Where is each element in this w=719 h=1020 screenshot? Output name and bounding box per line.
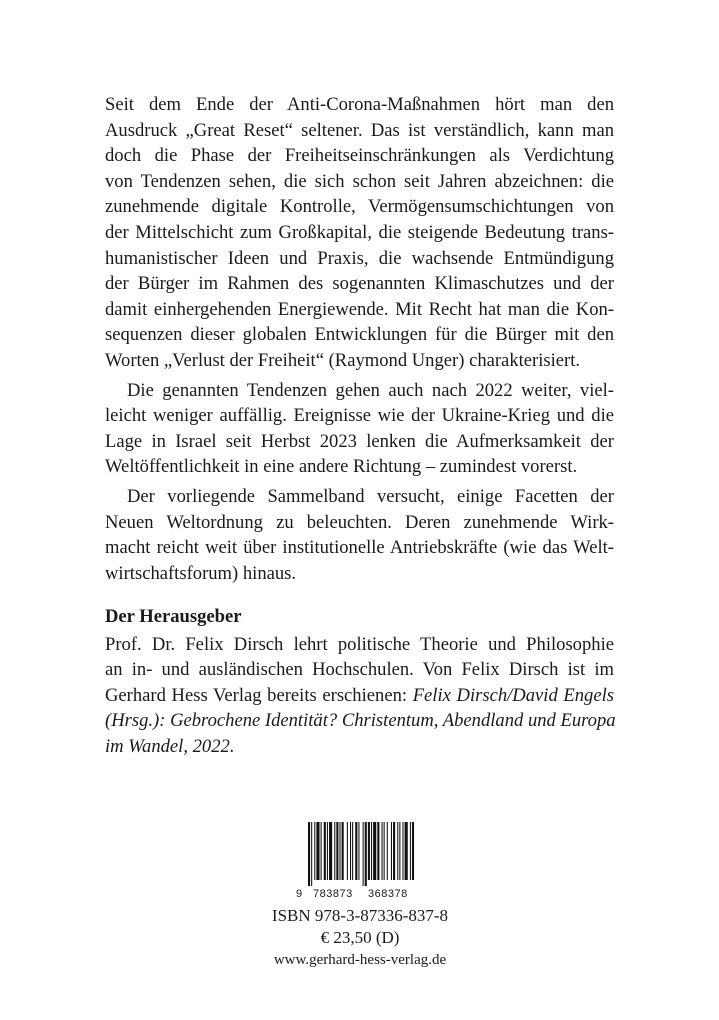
barcode-bar (358, 822, 359, 880)
isbn-barcode (296, 822, 420, 900)
text-line: Lage in Israel seit Herbst 2023 lenken die Aufmerksamkeit der (105, 430, 614, 452)
barcode-digits-right: 368378 (368, 888, 408, 900)
barcode-bar (382, 822, 383, 880)
price-text: € 23,50 (D) (320, 928, 400, 947)
barcode-digit-first: 9 (296, 888, 303, 900)
editor-book-title: (Hrsg.): Gebrochene Identität? Christentum, Abendland und Europa (105, 710, 616, 732)
text-line: Seit dem Ende der Anti-Corona-Maßnahmen hört man den (105, 94, 614, 115)
text-line: humanistischer Ideen und Praxis, die wachsende Entmündigung (105, 247, 614, 269)
barcode-bar (334, 822, 335, 880)
text-line: leicht weniger auffällig. Ereignisse wie der Ukraine-Krieg und die (105, 405, 614, 427)
text-line: der Bürger im Rahmen des sogenannten Klimaschutzes und der (105, 273, 614, 295)
barcode-bar (391, 822, 392, 880)
editor-book-authors: Felix Dirsch/David Engels (412, 684, 614, 706)
editor-line (105, 683, 614, 709)
editor-text: Gerhard Hess Verlag bereits erschienen: (105, 684, 413, 706)
text-line: Weltöffentlichkeit in eine andere Richtung – zumindest vorerst. (105, 456, 578, 478)
barcode-bar (352, 822, 353, 880)
barcode-bar (363, 822, 364, 886)
barcode-bar (410, 822, 411, 880)
text-line: doch die Phase der Freiheitseinschränkungen als Verdichtung (105, 145, 614, 167)
imprint (200, 905, 520, 971)
text-line: Worten „Verlust der Freiheit“ (Raymond Unger) charakterisiert. (105, 349, 581, 371)
barcode-bar (342, 822, 344, 880)
barcode-bar (399, 822, 400, 880)
editor-section (105, 604, 614, 760)
publisher-website: www.gerhard-hess-verlag.de (273, 952, 447, 968)
barcode-bar (373, 822, 376, 880)
text-line: damit einhergehenden Energiewende. Mit Recht hat man die Kon- (105, 298, 614, 320)
blurb-paragraph-3 (105, 484, 614, 586)
text-line: Die genannten Tendenzen gehen auch nach 2022 weiter, viel- (127, 379, 614, 401)
barcode-bars (296, 822, 420, 886)
text-line: von Tendenzen sehen, die sich schon seit Jahren abzeichnen: die (105, 170, 614, 192)
back-cover-blurb (105, 92, 614, 586)
barcode-bar (311, 822, 312, 886)
barcode-bar (365, 822, 367, 886)
barcode-bar (368, 822, 370, 880)
barcode-bar (405, 822, 408, 880)
text-line: der Mittelschicht zum Großkapital, die steigende Bedeutung trans- (105, 221, 614, 243)
barcode-bar (336, 822, 338, 880)
barcode-bar (384, 822, 385, 880)
text-line: wirtschaftsforum) hinaus. (105, 562, 297, 584)
barcode-bar (340, 822, 341, 880)
text-line: Neuen Weltordnung zu beleuchten. Deren zunehmende Wirk- (105, 511, 614, 533)
barcode-digits-left: 783873 (313, 888, 353, 900)
barcode-bar (377, 822, 379, 880)
editor-heading: Der Herausgeber (105, 606, 242, 627)
editor-line: Prof. Dr. Felix Dirsch lehrt politische Theorie und Philosophie (105, 633, 614, 655)
barcode-bar (371, 822, 372, 880)
barcode-bar (355, 822, 357, 880)
barcode-bar (347, 822, 348, 880)
barcode-bar (397, 822, 398, 880)
editor-book-edition: im Wandel, 2022. (105, 735, 235, 757)
isbn-text: ISBN 978-3-87336-837-8 (271, 906, 449, 925)
barcode-bar (350, 822, 351, 880)
text-line: zunehmende digitale Kontrolle, Vermögensumschichtungen von (105, 196, 614, 218)
barcode-bar (308, 822, 310, 886)
blurb-paragraph-1 (105, 92, 614, 374)
barcode-bar (393, 822, 395, 880)
barcode-bar (324, 822, 326, 880)
text-line: macht reicht weit über institutionelle Antriebskräfte (wie das Welt- (105, 537, 614, 559)
text-line: Der vorliegende Sammelband versucht, einige Facetten der (127, 485, 614, 507)
text-line: sequenzen dieser globalen Entwicklungen für die Bürger mit den (105, 324, 614, 346)
barcode-bar (316, 822, 319, 880)
barcode-bar (329, 822, 332, 880)
barcode-bar (412, 822, 414, 880)
barcode-bar (314, 822, 315, 880)
blurb-paragraph-2 (105, 378, 614, 480)
barcode-bar (387, 822, 388, 880)
text-line: Ausdruck „Great Reset“ seltener. Das ist verständlich, kann man (105, 119, 614, 141)
barcode-bar (403, 822, 404, 880)
editor-line: an in- und ausländischen Hochschulen. Von Felix Dirsch ist im (105, 659, 614, 681)
barcode-bar (327, 822, 328, 880)
barcode-bar (321, 822, 322, 880)
